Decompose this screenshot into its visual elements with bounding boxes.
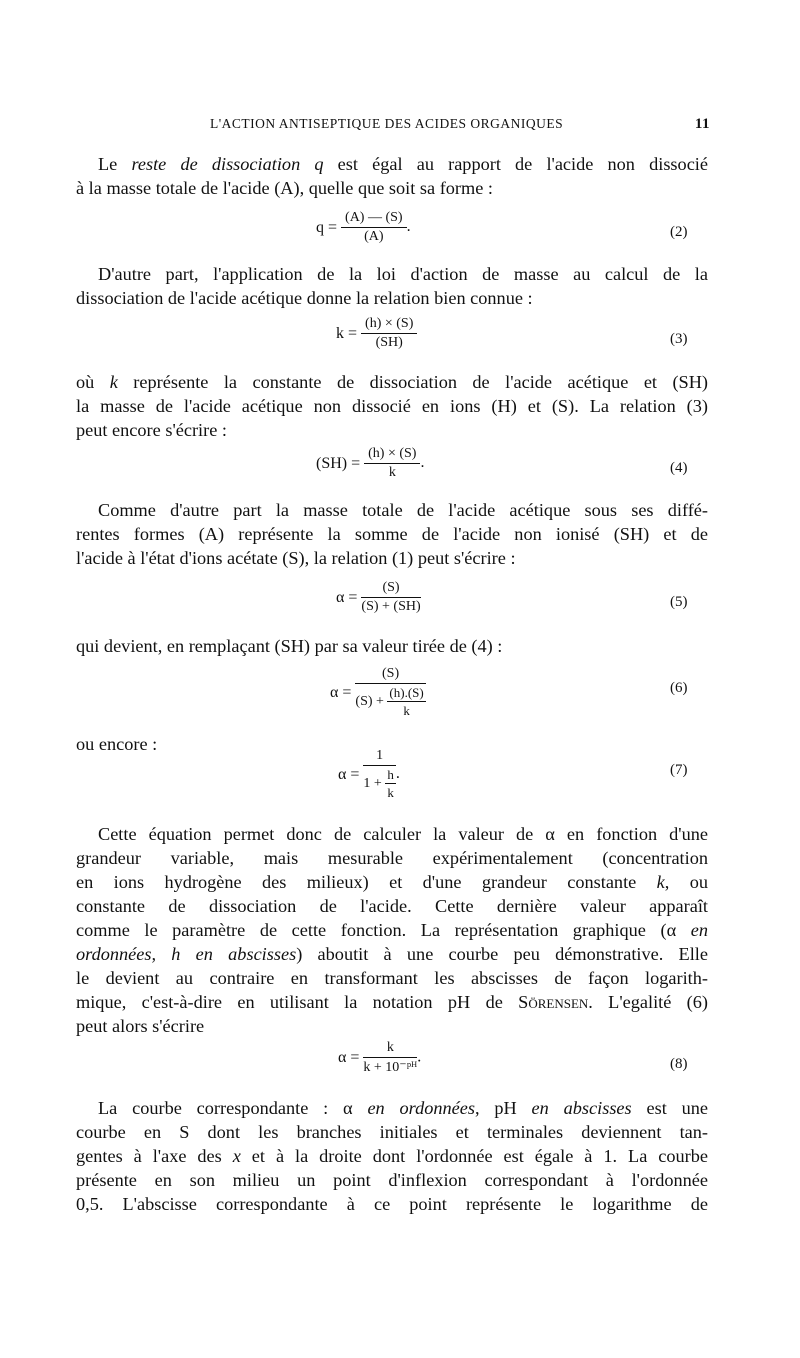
text-span: Le (98, 154, 132, 174)
text-span: , pH (475, 1098, 532, 1118)
text-line: Comme d'autre part la masse totale de l'acide acétique sous ses diffé- (98, 500, 708, 520)
numerator: (h) × (S) (361, 316, 417, 334)
equation-lhs: α = (336, 588, 358, 606)
denominator: (S) + (SH) (361, 599, 421, 614)
text-span: et à la droite dont l'ordonnée est égale à 1. La courbe (240, 1146, 708, 1166)
text-line (76, 942, 708, 966)
equation-number-7: (7) (670, 762, 688, 778)
denominator (363, 766, 395, 801)
fraction (341, 210, 407, 245)
text-line: la masse de l'acide acétique non dissocié en ions (H) et (S). La relation (3) (76, 396, 708, 416)
equation-number-2: (2) (670, 224, 688, 240)
italic-term: ordonnées, h en abscisses (76, 944, 297, 964)
text-span: , ou (664, 872, 709, 892)
denominator: (SH) (375, 335, 403, 350)
italic-term: en (690, 920, 708, 940)
text-line: à la masse totale de l'acide (A), quelle que soit sa forme : (76, 178, 494, 198)
paragraph-7 (76, 822, 708, 1038)
denominator: k + 10⁻ᵖᴴ (363, 1060, 418, 1075)
author-name: Sörensen (518, 992, 589, 1012)
equation-lhs: k = (336, 324, 358, 342)
running-title: L'ACTION ANTISEPTIQUE DES ACIDES ORGANIQUES (210, 116, 564, 131)
text-span: est égal au rapport de l'acide non dissocié (323, 154, 708, 174)
equation-number-8: (8) (670, 1056, 688, 1072)
numerator: (h) × (S) (364, 446, 420, 464)
nested-numerator: (h).(S) (389, 685, 424, 700)
equation-lhs: (SH) = (316, 454, 361, 472)
equation-lhs: α = (338, 1049, 360, 1066)
text-line: Cette équation permet donc de calculer la valeur de α en fonction d'une (98, 824, 708, 844)
text-line: qui devient, en remplaçant (SH) par sa valeur tirée de (4) : (76, 636, 503, 656)
nested-fraction (385, 767, 396, 801)
equation-6 (330, 666, 426, 719)
text-line: 0,5. L'abscisse correspondante à ce point représente le logarithme de (76, 1194, 708, 1214)
nested-denominator: k (403, 703, 410, 718)
equation-lhs: α = (338, 765, 360, 783)
text-line (76, 370, 708, 394)
equation-2 (316, 210, 411, 245)
denominator: k (388, 465, 396, 480)
paragraph-8 (76, 1096, 708, 1216)
fraction (361, 580, 420, 615)
text-span: ) aboutit à une courbe peu démonstrative. Elle (296, 944, 708, 964)
fraction (363, 1040, 417, 1076)
text-line (76, 918, 708, 942)
text-line: peut alors s'écrire (76, 1016, 205, 1036)
text-line: peut encore s'écrire : (76, 420, 227, 440)
running-header (80, 116, 710, 136)
numerator: (A) — (S) (341, 210, 407, 228)
text-line (76, 152, 708, 176)
nested-fraction (387, 685, 425, 719)
equation-number-4: (4) (670, 460, 688, 476)
text-line: grandeur variable, mais mesurable expérimentalement (concentration (76, 848, 708, 868)
text-span: où (76, 372, 110, 392)
text-line: ou encore : (76, 734, 158, 754)
text-span: représente la constante de dissociation de l'acide acétique et (SH) (117, 372, 708, 392)
denominator-term: (S) + (355, 694, 384, 710)
italic-term: reste de dissociation q (131, 154, 324, 174)
paragraph-3 (76, 370, 708, 442)
paragraph-1 (76, 152, 708, 200)
fraction (364, 446, 420, 481)
equation-tail: . (406, 218, 411, 236)
text-line: courbe en S dont les branches initiales et terminales deviennent tan- (76, 1122, 708, 1142)
equation-tail: . (420, 454, 425, 472)
text-line: l'acide à l'état d'ions acétate (S), la relation (1) peut s'écrire : (76, 548, 516, 568)
fraction (355, 666, 425, 719)
italic-term: en ordonnées (367, 1098, 475, 1118)
equation-lhs: q = (316, 218, 338, 236)
text-line: dissociation de l'acide acétique donne la relation bien connue : (76, 288, 533, 308)
equation-7 (338, 748, 400, 801)
text-span: . L'egalité (6) (588, 992, 708, 1012)
text-span: La courbe correspondante : α (98, 1098, 368, 1118)
text-line: le devient au contraire en transformant les abscisses de façon logarith- (76, 968, 708, 988)
equation-tail: . (417, 1048, 422, 1066)
equation-3 (336, 316, 417, 351)
equation-tail: . (395, 765, 400, 783)
numerator: (S) (355, 666, 425, 684)
italic-term: k (656, 872, 665, 892)
equation-number-6: (6) (670, 680, 688, 696)
numerator: (S) (361, 580, 420, 598)
text-line: D'autre part, l'application de la loi d'action de masse au calcul de la (98, 264, 708, 284)
text-line (76, 990, 708, 1014)
text-line (76, 1144, 708, 1168)
denominator (355, 684, 425, 719)
text-span: mique, c'est-à-dire en utilisant la notation pH de (76, 992, 519, 1012)
equation-lhs: α = (330, 683, 352, 701)
denominator-term: 1 + (363, 776, 382, 792)
equation-8 (338, 1040, 421, 1076)
paragraph-5 (76, 634, 708, 658)
fraction (361, 316, 417, 351)
equation-4 (316, 446, 424, 481)
page-number: 11 (694, 116, 710, 132)
nested-denominator: k (387, 785, 394, 800)
nested-numerator: h (387, 767, 394, 782)
equation-number-3: (3) (670, 331, 688, 347)
equation-number-5: (5) (670, 594, 688, 610)
denominator: (A) (364, 229, 384, 244)
text-line: constante de dissociation de l'acide. Cette dernière valeur apparaît (76, 896, 708, 916)
italic-term: k (109, 372, 118, 392)
paragraph-4 (76, 498, 708, 570)
numerator: k (363, 1040, 417, 1058)
text-line (76, 870, 708, 894)
text-line (76, 1096, 708, 1120)
equation-5 (336, 580, 421, 615)
text-span: est une (631, 1098, 709, 1118)
fraction (363, 748, 395, 801)
italic-term: en abscisses (531, 1098, 632, 1118)
text-span: en ions hydrogène des milieux) et d'une grandeur constante (76, 872, 657, 892)
paragraph-2 (76, 262, 708, 310)
italic-term: x (232, 1146, 241, 1166)
text-span: comme le paramètre de cette fonction. La représentation graphique (α (76, 920, 691, 940)
text-line: rentes formes (A) représente la somme de l'acide non ionisé (SH) et de (76, 524, 708, 544)
text-line: présente en son milieu un point d'inflexion correspondant à l'ordonnée (76, 1170, 708, 1190)
numerator: 1 (363, 748, 395, 766)
text-span: gentes à l'axe des (76, 1146, 233, 1166)
